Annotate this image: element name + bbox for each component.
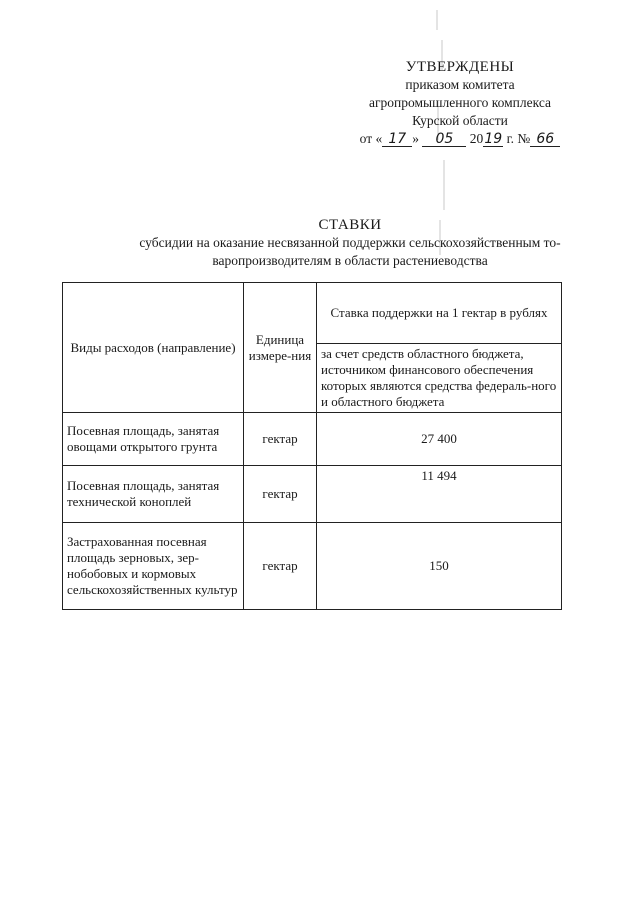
- row-rate: 27 400: [317, 413, 562, 466]
- title-line-1: субсидии на оказание несвязанной поддержки сельскохозяйственным то-: [139, 235, 561, 250]
- date-year: 19: [484, 131, 503, 147]
- header-unit: Единица измере-ния: [244, 283, 317, 413]
- title-line-2: варопроизводителям в области растениеводства: [212, 253, 488, 268]
- row-unit: гектар: [244, 466, 317, 523]
- approval-line-2: агропромышленного комплекса: [369, 95, 551, 110]
- row-unit: гектар: [244, 523, 317, 610]
- rates-table: [62, 282, 562, 610]
- date-month: 05: [422, 132, 466, 147]
- row-unit: гектар: [244, 413, 317, 466]
- row-type: Застрахованная посевная площадь зерновых, зер-нобобовых и кормовых сельскохозяйственных культур: [63, 523, 244, 610]
- approval-date-line: [330, 130, 590, 148]
- header-rate-source: за счет средств областного бюджета, источником финансового обеспечения которых являются средства федераль-ного и областного бюджета: [317, 344, 562, 413]
- table-row: [63, 523, 562, 610]
- year-prefix: 20: [469, 131, 484, 146]
- table-row: [63, 466, 562, 523]
- date-day: 17: [382, 132, 412, 147]
- table-header-row: [63, 283, 562, 344]
- row-type: Посевная площадь, занятая овощами открытого грунта: [63, 413, 244, 466]
- approval-line-3: Курской области: [412, 113, 508, 128]
- approval-line-1: приказом комитета: [405, 77, 515, 92]
- date-prefix: от «: [359, 131, 383, 146]
- header-type: Виды расходов (направление): [63, 283, 244, 413]
- row-rate: 150: [317, 523, 562, 610]
- approval-stamp: [330, 58, 590, 148]
- approval-heading: УТВЕРЖДЕНЫ: [405, 59, 515, 75]
- row-type: Посевная площадь, занятая технической коноплей: [63, 466, 244, 523]
- title-main: СТАВКИ: [318, 217, 382, 233]
- header-rate: Ставка поддержки на 1 гектар в рублях: [317, 283, 562, 344]
- date-mid: »: [412, 131, 420, 146]
- order-number-label: г. №: [506, 131, 531, 146]
- table-row: [63, 413, 562, 466]
- row-rate: 11 494: [317, 466, 562, 523]
- order-number: 66: [530, 132, 560, 147]
- document-title: [70, 216, 630, 270]
